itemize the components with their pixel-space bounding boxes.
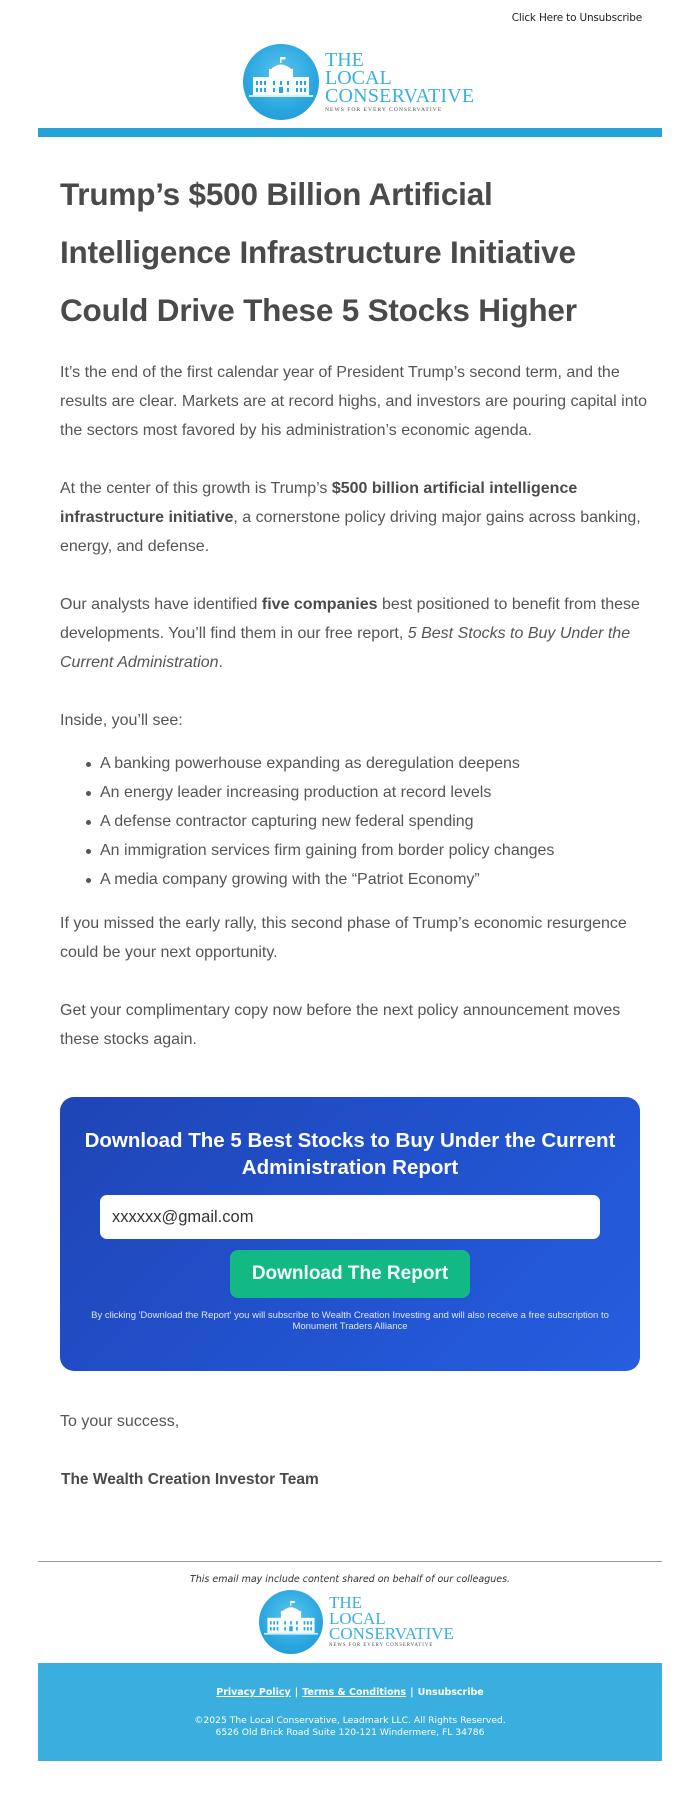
- unsubscribe-link-top[interactable]: Click Here to Unsubscribe: [511, 12, 642, 24]
- closing-signoff: To your success,: [60, 1413, 180, 1430]
- logo-line-local: LOCAL: [325, 66, 392, 89]
- link-separator: |: [294, 1687, 299, 1698]
- list-item: A defense contractor capturing new federal spending: [60, 807, 650, 836]
- five-companies-highlight: five companies: [261, 596, 378, 613]
- logo-wordmark: [325, 48, 475, 114]
- paragraph-report-text: Our analysts have identified: [60, 596, 262, 613]
- signup-card-title: Download The 5 Best Stocks to Buy Under the Current Administration Report: [84, 1129, 616, 1179]
- logo-tagline: NEWS FOR EVERY CONSERVATIVE: [329, 1643, 434, 1649]
- footer-logo[interactable]: [259, 1590, 454, 1654]
- article-text: [60, 358, 650, 1054]
- stock-teaser-list: [60, 749, 650, 894]
- article-body: [60, 168, 650, 339]
- list-item: An energy leader increasing production at record levels: [60, 778, 650, 807]
- privacy-policy-link[interactable]: Privacy Policy: [216, 1687, 291, 1698]
- email-field[interactable]: [100, 1195, 600, 1239]
- closing-signature: The Wealth Creation Investor Team: [61, 1471, 319, 1488]
- link-separator: |: [410, 1687, 414, 1698]
- terms-conditions-link[interactable]: Terms & Conditions: [302, 1687, 407, 1698]
- signup-disclaimer: By clicking 'Download the Report' you will subscribe to Wealth Creation Investing and will also receive a free subscription to Monument Traders Alliance: [91, 1310, 609, 1332]
- logo-wordmark: [329, 1595, 454, 1649]
- copyright-text: ©2025 The Local Conservative, Leadmark LLC. All Rights Reserved.: [194, 1715, 506, 1726]
- paragraph-initiative-text: At the center of this growth is Trump’s: [60, 480, 332, 497]
- paragraph-initiative: [60, 474, 650, 561]
- logo-line-the: THE: [325, 48, 364, 71]
- report-title-italic: 5 Best Stocks to Buy Under the Current Administration: [60, 625, 631, 671]
- footer-links: [38, 1687, 662, 1698]
- paragraph-opportunity: If you missed the early rally, this second phase of Trump’s economic resurgence could be your next opportunity.: [60, 915, 627, 961]
- footer-disclosure-note: This email may include content shared on behalf of our colleagues.: [189, 1574, 511, 1585]
- list-item: A banking powerhouse expanding as deregulation deepens: [60, 749, 650, 778]
- logo-line-conservative: CONSERVATIVE: [329, 1624, 454, 1644]
- footer-legal: [38, 1715, 662, 1738]
- report-signup-card: [60, 1097, 640, 1371]
- initiative-highlight: $500 billion artificial intelligence infrastructure initiative: [60, 480, 578, 526]
- paragraph-report: [60, 590, 650, 677]
- list-item: An immigration services firm gaining from border policy changes: [60, 836, 650, 865]
- paragraph-report-middle: best positioned to benefit from these developments. You’ll find them in our free report,: [60, 596, 640, 642]
- paragraph-intro: It’s the end of the first calendar year of President Trump’s second term, and the results are clear. Markets are at record highs, and investors are pouring capital into the sectors most favored by his administration’s economic agenda.: [60, 364, 647, 439]
- header-accent-bar: [38, 128, 662, 137]
- logo-line-the: THE: [329, 1593, 363, 1613]
- mailing-address: 6526 Old Brick Road Suite 120-121 Windermere, FL 34786: [215, 1726, 485, 1738]
- site-logo[interactable]: [243, 44, 474, 120]
- list-item: A media company growing with the “Patriot Economy”: [60, 865, 650, 894]
- unsubscribe-link-footer[interactable]: Unsubscribe: [417, 1687, 484, 1698]
- logo-line-conservative: CONSERVATIVE: [325, 85, 475, 108]
- paragraph-inside: Inside, you’ll see:: [60, 712, 183, 729]
- logo-tagline: NEWS FOR EVERY CONSERVATIVE: [325, 106, 443, 113]
- article-headline: Trump’s $500 Billion Artificial Intelligence Infrastructure Initiative Could Drive These 5 Stocks Higher: [60, 176, 577, 328]
- footer-divider: [38, 1561, 662, 1562]
- paragraph-call-to-action: Get your complimentary copy now before the next policy announcement moves these stocks again.: [60, 1002, 621, 1048]
- logo-line-local: LOCAL: [329, 1608, 386, 1628]
- footer-band: [38, 1663, 662, 1761]
- white-house-seal-icon: [243, 44, 319, 120]
- white-house-seal-icon: [259, 1590, 323, 1654]
- paragraph-report-end: .: [218, 654, 224, 671]
- paragraph-initiative-tail: , a cornerstone policy driving major gains across banking, energy, and defense.: [60, 509, 641, 555]
- download-report-button[interactable]: Download The Report: [230, 1250, 470, 1298]
